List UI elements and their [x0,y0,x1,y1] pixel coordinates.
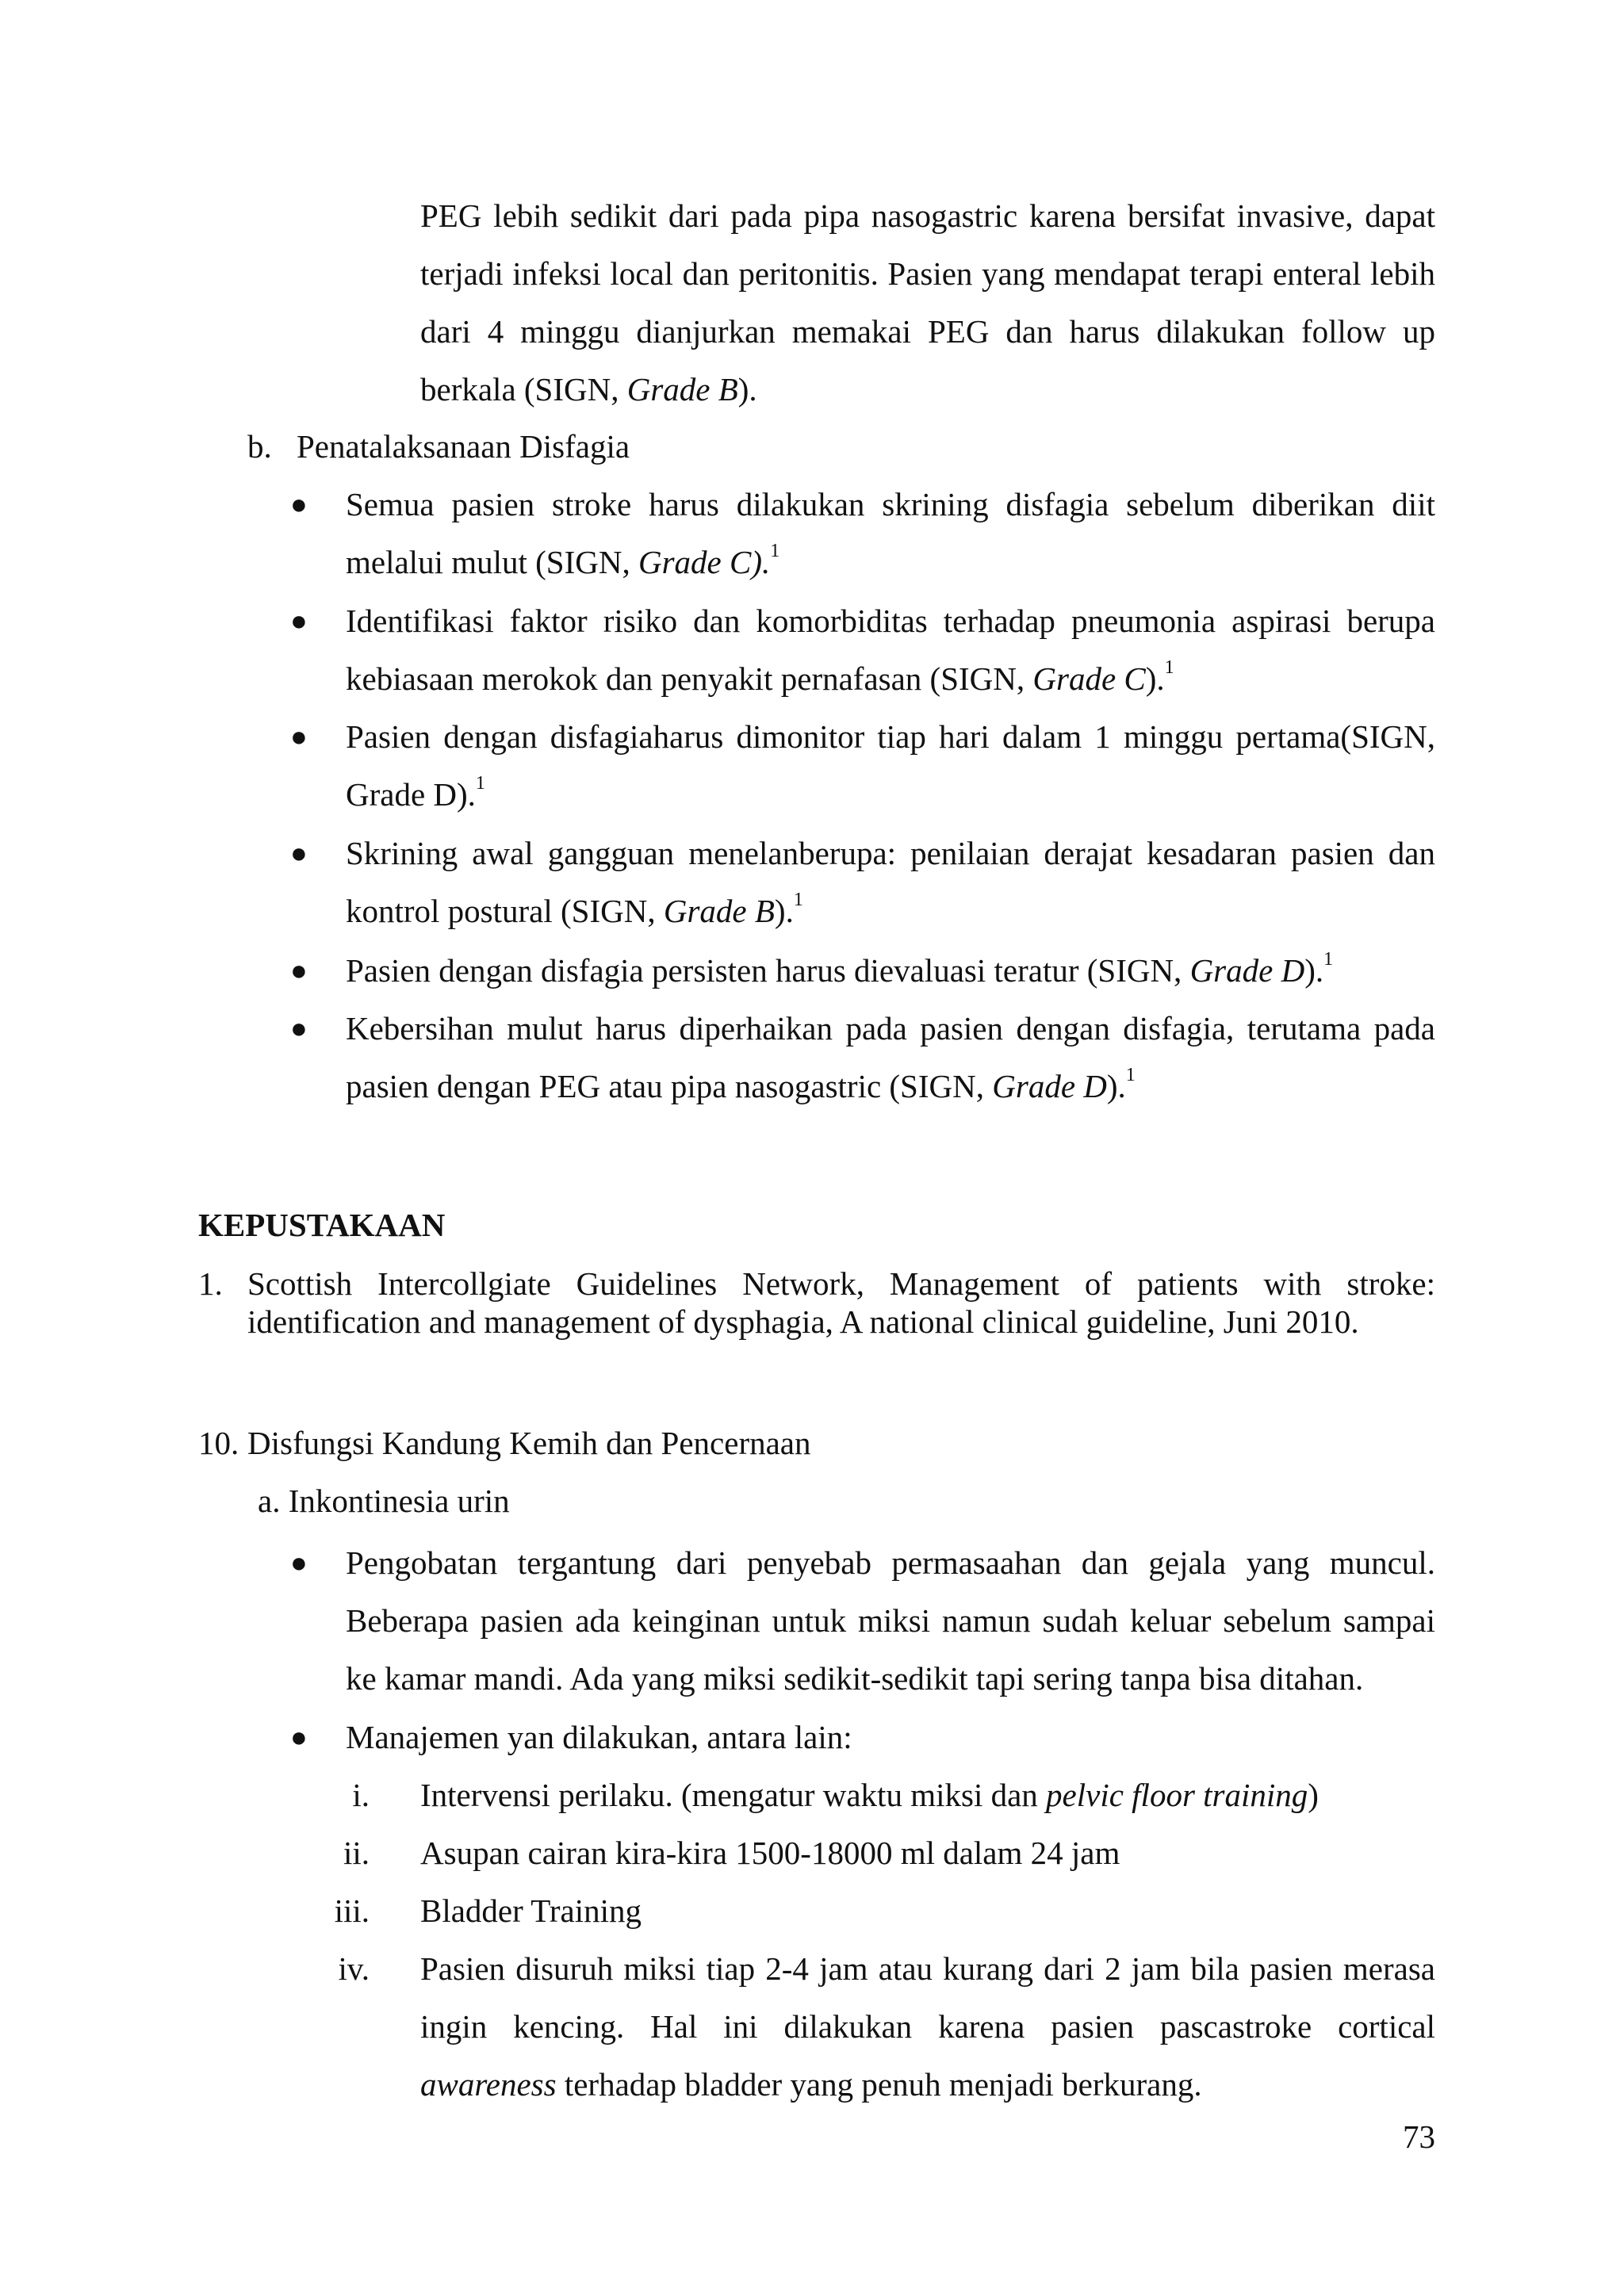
roman-marker: i. [352,1777,370,1813]
footnote-marker: 1 [1125,1065,1136,1086]
roman-list-item [317,1940,1435,2114]
bullet-text: Pasien dengan disfagiaharus dimonitor tiap hari dalam 1 minggu pertama(SIGN, Grade D). [346,718,1435,813]
roman-marker: iv. [338,1950,370,1987]
bullet-text: Manajemen yan dilakukan, antara lain: [346,1719,852,1755]
roman-text: Pasien disuruh miksi tiap 2-4 jam atau kurang dari 2 jam bila pasien merasa ingin kencing. Hal ini dilakukan karena pasien pascastroke cortical [420,1950,1435,2045]
grade-text: Grade C). [638,544,771,580]
list-item [290,1000,1435,1115]
footnote-marker: 1 [793,890,803,911]
list-item [290,825,1435,940]
roman-italic-text: pelvic floor training [1046,1777,1308,1813]
page-number: 73 [1403,2118,1435,2155]
bullet-icon: ● [290,955,308,986]
roman-list-item [317,1766,1435,1824]
section-10-title: Disfungsi Kandung Kemih dan Pencernaan [247,1425,811,1461]
grade-text: Grade B [626,371,738,408]
section-10-marker: 10. [198,1425,239,1461]
list-item [290,708,1435,824]
bullet-icon: ● [290,1012,308,1044]
bullet-tail: ). [1145,660,1165,697]
references-heading: KEPUSTAKAAN [198,1207,446,1243]
paragraph-tail: ). [737,371,757,408]
list-item [290,476,1435,591]
grade-text: Grade C [1032,660,1146,697]
grade-text: Grade D [1189,952,1305,989]
list-item [290,1534,1435,1708]
roman-text: Intervensi perilaku. (mengatur waktu miksi dan [420,1777,1047,1813]
roman-text: Bladder Training [420,1892,642,1929]
footnote-marker: 1 [1164,657,1174,679]
roman-tail: ) [1308,1777,1319,1813]
bullet-icon: ● [290,605,308,637]
peg-paragraph [420,187,1435,419]
bullet-tail: ). [1304,952,1324,989]
paragraph-text: PEG lebih sedikit dari pada pipa nasogastric karena bersifat invasive, dapat terjadi infeksi local dan peritonitis. Pasien yang mendapat terapi enteral lebih dari 4 minggu dianjurkan memakai PEG dan harus dilakukan follow up berkala (SIGN, [420,197,1435,408]
roman-list-item [317,1824,1435,1882]
bullet-icon: ● [290,1721,308,1753]
list-item [290,1709,1435,1766]
section-b-title: Penatalaksanaan Disfagia [297,428,630,465]
bullet-tail: ). [774,893,794,929]
reference-item [198,1265,1435,1341]
bullet-icon: ● [290,721,308,752]
list-item [290,592,1435,708]
bullet-tail: ). [1106,1068,1126,1104]
grade-text: Grade B [663,893,775,929]
grade-text: Grade D [992,1068,1107,1104]
footnote-marker: 1 [770,541,780,562]
bullet-icon: ● [290,1547,308,1578]
roman-marker: ii. [343,1835,370,1871]
bullet-icon: ● [290,488,308,520]
bullet-text: Identifikasi faktor risiko dan komorbiditas terhadap pneumonia aspirasi berupa kebiasaan merokok dan penyakit pernafasan (SIGN, [346,603,1435,697]
list-item [290,942,1435,1000]
reference-marker: 1. [198,1265,223,1302]
roman-italic-text: awareness [420,2066,557,2103]
roman-list-item [317,1882,1435,1940]
roman-text: Asupan cairan kira-kira 1500-18000 ml dalam 24 jam [420,1835,1120,1871]
roman-tail: terhadap bladder yang penuh menjadi berkurang. [556,2066,1202,2103]
bullet-text: Semua pasien stroke harus dilakukan skrining disfagia sebelum diberikan diit melalui mulut (SIGN, [346,486,1435,580]
bullet-text: Pengobatan tergantung dari penyebab permasaahan dan gejala yang muncul. Beberapa pasien ada keinginan untuk miksi namun sudah keluar sebelum sampai ke kamar mandi. Ada yang miksi sedikit-sedikit tapi sering tanpa bisa ditahan. [346,1544,1435,1697]
footnote-marker: 1 [475,773,485,794]
footnote-marker: 1 [1323,949,1334,970]
subsection-a-heading: a. Inkontinesia urin [258,1483,510,1519]
bullet-icon: ● [290,837,308,869]
roman-marker: iii. [334,1892,370,1929]
reference-text: Scottish Intercollgiate Guidelines Network, Management of patients with stroke: identification and management of dysphagia, A national clinical guideline, Juni 2010. [247,1265,1435,1340]
bullet-text: Kebersihan mulut harus diperhaikan pada pasien dengan disfagia, terutama pada pasien dengan PEG atau pipa nasogastric (SIGN, [346,1010,1435,1104]
bullet-text: Pasien dengan disfagia persisten harus dievaluasi teratur (SIGN, [346,952,1190,989]
section-b-marker: b. [247,428,272,465]
section-10-heading [198,1419,811,1467]
bullet-text: Skrining awal gangguan menelanberupa: penilaian derajat kesadaran pasien dan kontrol postural (SIGN, [346,835,1435,929]
